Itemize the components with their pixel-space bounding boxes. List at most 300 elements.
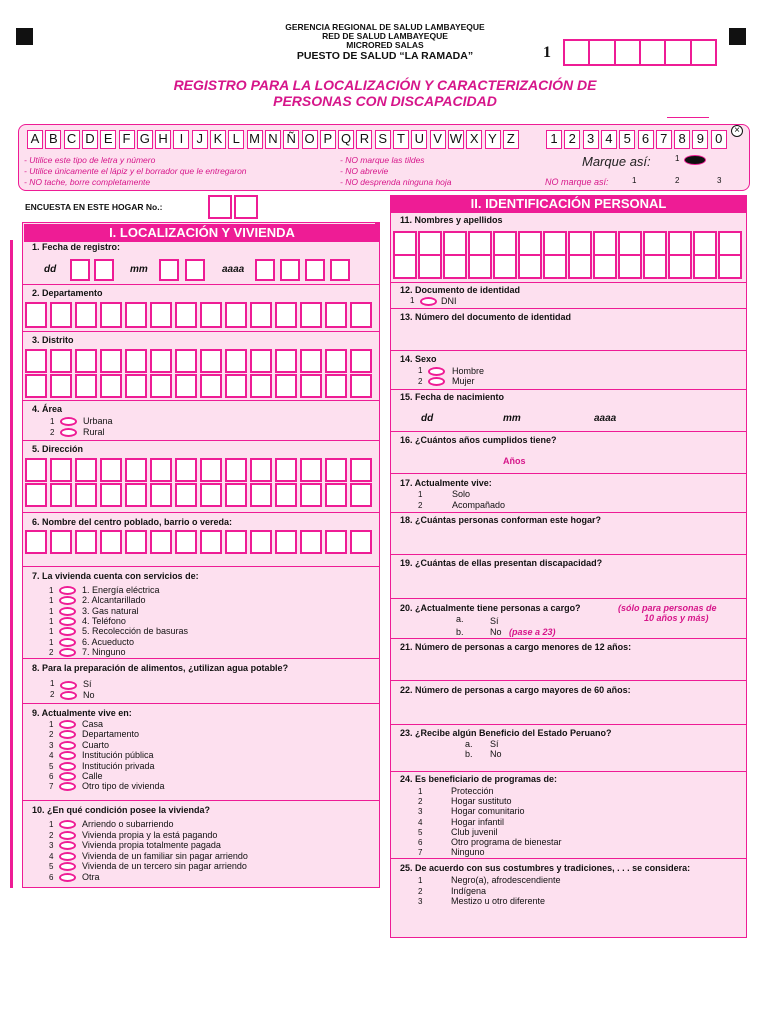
q9-num: 2 <box>49 730 54 740</box>
q14-num-1: 1 <box>418 366 423 375</box>
q5-letter-box[interactable] <box>350 483 372 507</box>
q1-year-4[interactable] <box>330 259 350 281</box>
q11-letter-box[interactable] <box>718 254 742 279</box>
q23-opt-1: Sí <box>490 739 499 749</box>
q17-num-2: 2 <box>418 501 423 510</box>
q9-option: Institución privada <box>82 760 155 771</box>
q5-letter-box[interactable] <box>25 483 47 507</box>
instruction-mid-2: - NO abrevie <box>340 166 389 176</box>
q7-oval[interactable] <box>59 607 76 616</box>
divider <box>22 800 380 801</box>
q9-oval[interactable] <box>59 762 76 771</box>
q10-num: 6 <box>49 873 54 882</box>
q6-letter-box[interactable] <box>25 530 47 554</box>
divider <box>390 724 747 725</box>
q10-option: Vivienda propia y la está pagando <box>82 829 218 840</box>
q2-letter-box[interactable] <box>350 302 372 328</box>
q24-option: Hogar infantil <box>451 816 505 827</box>
q7-oval[interactable] <box>59 638 76 647</box>
q10-oval[interactable] <box>59 873 76 882</box>
q11-letter-box[interactable] <box>618 231 642 256</box>
instruction-left-3: - NO tache, borre completamente <box>24 177 151 187</box>
q2-letter-box[interactable] <box>275 302 297 328</box>
alphabet-letter: F <box>119 130 135 149</box>
encuesta-label: ENCUESTA EN ESTE HOGAR No.: <box>25 202 163 212</box>
q5-letter-box[interactable] <box>300 483 322 507</box>
q1-aaaa: aaaa <box>222 264 245 275</box>
q17-num-1: 1 <box>418 490 423 499</box>
q8-oval-2[interactable] <box>60 691 77 700</box>
q10-option: Otra <box>82 872 100 882</box>
q14-label: 14. Sexo <box>400 354 437 364</box>
divider <box>22 703 380 704</box>
q23-label: 23. ¿Recibe algún Beneficio del Estado Peruano? <box>400 728 612 738</box>
q10-num: 3 <box>49 841 54 851</box>
left-margin-bar <box>10 240 13 888</box>
digit-sample-item: 9 <box>692 130 708 149</box>
q24-option: Otro programa de bienestar <box>451 837 562 847</box>
q6-letter-box[interactable] <box>200 530 222 554</box>
q11-letter-box[interactable] <box>693 231 717 256</box>
q19-label: 19. ¿Cuántas de ellas presentan discapacidad? <box>400 558 603 568</box>
q5-letter-box[interactable] <box>325 458 347 482</box>
q5-letter-box[interactable] <box>200 458 222 482</box>
q2-letter-box[interactable] <box>225 302 247 328</box>
q11-letter-box[interactable] <box>418 231 442 256</box>
q12-num: 1 <box>410 296 415 305</box>
q3-letter-box[interactable] <box>300 374 322 398</box>
q6-letter-box[interactable] <box>275 530 297 554</box>
q3-letter-box[interactable] <box>25 349 47 373</box>
q10-option: Arriendo o subarriendo <box>82 819 174 829</box>
q20-note-1: (sólo para personas de <box>618 603 717 613</box>
section-1-accent <box>375 222 380 242</box>
q5-letter-box[interactable] <box>275 483 297 507</box>
divider <box>22 400 380 401</box>
q7-num: 2 <box>49 647 54 657</box>
q4-num-1: 1 <box>50 417 55 426</box>
q5-letter-box[interactable] <box>100 483 122 507</box>
q5-letter-box[interactable] <box>25 458 47 482</box>
q3-letter-box[interactable] <box>75 374 97 398</box>
alphabet-letter: P <box>320 130 336 149</box>
q2-letter-box[interactable] <box>250 302 272 328</box>
q9-option: Casa <box>82 719 104 729</box>
q11-letter-box[interactable] <box>593 254 617 279</box>
q3-label: 3. Distrito <box>32 335 74 345</box>
form-title-line-1: REGISTRO PARA LA LOCALIZACIÓN Y CARACTERIZACIÓN DE <box>173 77 597 93</box>
q6-label: 6. Nombre del centro poblado, barrio o vereda: <box>32 517 233 527</box>
q9-option: Cuarto <box>82 739 110 750</box>
q7-oval[interactable] <box>59 648 76 657</box>
q9-num: 6 <box>49 772 54 781</box>
q5-letter-box[interactable] <box>150 458 172 482</box>
q17-opt-1: Solo <box>452 489 471 499</box>
q3-letter-box[interactable] <box>325 349 347 373</box>
q2-letter-box[interactable] <box>200 302 222 328</box>
q3-letter-box[interactable] <box>125 374 147 398</box>
q5-letter-box[interactable] <box>250 458 272 482</box>
q3-letter-box[interactable] <box>175 349 197 373</box>
q3-letter-box[interactable] <box>50 349 72 373</box>
alphabet-letter: U <box>411 130 427 149</box>
q5-letter-box[interactable] <box>125 483 147 507</box>
q3-letter-box[interactable] <box>150 374 172 398</box>
q14-oval-2[interactable] <box>428 377 445 386</box>
q7-option: 3. Gas natural <box>82 605 139 616</box>
q11-letter-box[interactable] <box>393 254 417 279</box>
q24-option: Club juvenil <box>451 826 498 837</box>
q11-label: 11. Nombres y apellidos <box>400 215 503 225</box>
q2-letter-box[interactable] <box>25 302 47 328</box>
q7-num: 1 <box>49 586 54 595</box>
q6-letter-box[interactable] <box>100 530 122 554</box>
q4-oval-1[interactable] <box>60 417 77 426</box>
q11-letter-box[interactable] <box>693 254 717 279</box>
q1-month-1[interactable] <box>159 259 179 281</box>
q6-letter-box[interactable] <box>125 530 147 554</box>
q11-letter-box[interactable] <box>668 254 692 279</box>
q24-option: Hogar comunitario <box>451 806 525 817</box>
org-line-2: RED DE SALUD LAMBAYEQUE <box>322 31 448 41</box>
q7-oval[interactable] <box>59 586 76 595</box>
divider <box>390 308 747 309</box>
q6-letter-box[interactable] <box>175 530 197 554</box>
q11-letter-box[interactable] <box>568 254 592 279</box>
q2-letter-box[interactable] <box>325 302 347 328</box>
alphabet-letter: H <box>155 130 171 149</box>
q5-letter-box[interactable] <box>350 458 372 482</box>
q4-oval-2[interactable] <box>60 428 77 437</box>
q11-letter-box[interactable] <box>643 254 667 279</box>
q11-letter-box[interactable] <box>418 254 442 279</box>
q7-option: 5. Recolección de basuras <box>82 626 189 637</box>
q8-oval-1[interactable] <box>60 681 77 690</box>
q20-b: b. <box>456 627 464 637</box>
crossed-circle-icon: × <box>731 125 743 137</box>
q5-label: 5. Dirección <box>32 444 84 454</box>
q7-label: 7. La vivienda cuenta con servicios de: <box>32 571 199 581</box>
q20-note-2: 10 años y más) <box>644 613 709 623</box>
q3-letter-box[interactable] <box>75 349 97 373</box>
q11-letter-box[interactable] <box>593 231 617 256</box>
alphabet-letter: S <box>375 130 391 149</box>
q3-letter-box[interactable] <box>300 349 322 373</box>
q11-letter-box[interactable] <box>518 231 542 256</box>
section-2-title: II. IDENTIFICACIÓN PERSONAL <box>390 195 747 213</box>
q5-letter-box[interactable] <box>50 483 72 507</box>
q10-oval[interactable] <box>59 831 76 840</box>
digit-sample-item: 1 <box>546 130 562 149</box>
q11-letter-box[interactable] <box>718 231 742 256</box>
q7-num: 1 <box>49 637 54 647</box>
q10-option: Vivienda propia totalmente pagada <box>82 840 221 851</box>
q3-letter-box[interactable] <box>100 374 122 398</box>
q9-oval[interactable] <box>59 720 76 729</box>
q2-letter-box[interactable] <box>150 302 172 328</box>
alphabet-letter: I <box>173 130 189 149</box>
q14-opt-2: Mujer <box>452 376 475 386</box>
q24-num: 2 <box>418 797 423 807</box>
form-number-boxes <box>563 39 717 66</box>
q3-letter-box[interactable] <box>275 349 297 373</box>
q11-letter-box[interactable] <box>518 254 542 279</box>
digit-sample-item: 8 <box>674 130 690 149</box>
q3-letter-box[interactable] <box>225 374 247 398</box>
q2-letter-box[interactable] <box>75 302 97 328</box>
q11-letter-box[interactable] <box>443 231 467 256</box>
q10-oval[interactable] <box>59 852 76 861</box>
divider <box>390 771 747 772</box>
q6-letter-box[interactable] <box>325 530 347 554</box>
q8-num-1: 1 <box>50 679 55 688</box>
q24-num: 3 <box>418 807 423 817</box>
q11-letter-box[interactable] <box>493 231 517 256</box>
q3-letter-box[interactable] <box>350 349 372 373</box>
q1-year-2[interactable] <box>280 259 300 281</box>
q2-letter-box[interactable] <box>175 302 197 328</box>
q5-letter-box[interactable] <box>250 483 272 507</box>
q9-oval[interactable] <box>59 772 76 781</box>
q14-oval-1[interactable] <box>428 367 445 376</box>
q5-letter-box[interactable] <box>75 458 97 482</box>
q3-letter-box[interactable] <box>325 374 347 398</box>
q9-num: 7 <box>49 782 54 792</box>
q20-opt-1: Sí <box>490 616 499 626</box>
encuesta-box-2[interactable] <box>234 195 258 219</box>
divider <box>390 638 747 639</box>
q20-a: a. <box>456 614 464 624</box>
q5-letter-box[interactable] <box>125 458 147 482</box>
q11-letter-box[interactable] <box>543 254 567 279</box>
q5-letter-box[interactable] <box>300 458 322 482</box>
q15-label: 15. Fecha de nacimiento <box>400 392 505 402</box>
q9-num: 4 <box>49 751 54 761</box>
q6-letter-box[interactable] <box>75 530 97 554</box>
alphabet-letter: R <box>356 130 372 149</box>
q1-day-1[interactable] <box>70 259 90 281</box>
q9-oval[interactable] <box>59 741 76 750</box>
q24-num: 6 <box>418 838 423 847</box>
q2-letter-box[interactable] <box>125 302 147 328</box>
q10-option: Vivienda de un familiar sin pagar arriendo <box>82 850 248 861</box>
alphabet-letter: Q <box>338 130 354 149</box>
q1-year-3[interactable] <box>305 259 325 281</box>
q9-label: 9. Actualmente vive en: <box>32 708 132 718</box>
q2-letter-box[interactable] <box>50 302 72 328</box>
q11-letter-box[interactable] <box>493 254 517 279</box>
q12-label: 12. Documento de identidad <box>400 285 521 295</box>
digit-sample-item: 4 <box>601 130 617 149</box>
q5-letter-box[interactable] <box>225 483 247 507</box>
q7-option: 6. Acueducto <box>82 636 135 647</box>
q8-label: 8. Para la preparación de alimentos, ¿utilizan agua potable? <box>32 663 289 673</box>
q10-label: 10. ¿En qué condición posee la vivienda? <box>32 805 211 815</box>
registration-mark-right <box>729 28 746 45</box>
q11-letter-box[interactable] <box>643 231 667 256</box>
q11-letter-box[interactable] <box>568 231 592 256</box>
alphabet-letter: N <box>265 130 281 149</box>
instruction-mid-3: - NO desprenda ninguna hoja <box>340 177 452 187</box>
q4-label: 4. Área <box>32 404 63 414</box>
q10-oval[interactable] <box>59 820 76 829</box>
q5-letter-box[interactable] <box>175 458 197 482</box>
q7-num: 1 <box>49 616 54 626</box>
registration-mark-left <box>16 28 33 45</box>
q25-num: 2 <box>418 886 423 896</box>
form-title-line-2: PERSONAS CON DISCAPACIDAD <box>273 93 497 109</box>
q5-letter-box[interactable] <box>100 458 122 482</box>
q3-letter-box[interactable] <box>50 374 72 398</box>
q2-letter-box[interactable] <box>300 302 322 328</box>
q11-letter-box[interactable] <box>393 231 417 256</box>
q15-aaaa: aaaa <box>594 413 617 424</box>
q6-letter-box[interactable] <box>50 530 72 554</box>
q3-letter-box[interactable] <box>350 374 372 398</box>
q3-letter-box[interactable] <box>100 349 122 373</box>
q5-letter-box[interactable] <box>325 483 347 507</box>
q11-letter-box[interactable] <box>468 254 492 279</box>
encuesta-box-1[interactable] <box>208 195 232 219</box>
q6-letter-box[interactable] <box>300 530 322 554</box>
instruction-left-2: - Utilice únicamente el lápiz y el borrador que le entregaron <box>24 166 247 176</box>
q7-num: 1 <box>49 627 54 637</box>
divider <box>390 858 747 859</box>
q24-option: Hogar sustituto <box>451 796 512 807</box>
q23-a: a. <box>465 739 473 749</box>
q6-letter-box[interactable] <box>150 530 172 554</box>
q5-letter-box[interactable] <box>50 458 72 482</box>
digit-sample-item: 0 <box>711 130 727 149</box>
q3-letter-box[interactable] <box>200 374 222 398</box>
org-line-1: GERENCIA REGIONAL DE SALUD LAMBAYEQUE <box>285 22 485 32</box>
q5-letter-box[interactable] <box>275 458 297 482</box>
alphabet-letter: Z <box>503 130 519 149</box>
q14-opt-1: Hombre <box>452 366 485 376</box>
q24-num: 4 <box>418 817 423 827</box>
q10-option: Vivienda de un tercero sin pagar arriendo <box>82 861 247 872</box>
q20-pase: (pase a 23) <box>509 627 556 637</box>
q5-letter-box[interactable] <box>225 458 247 482</box>
digit-sample-item: 3 <box>583 130 599 149</box>
marque-asi-label: Marque así: <box>582 154 651 169</box>
alphabet-letter: G <box>137 130 153 149</box>
q9-option: Otro tipo de vivienda <box>82 781 165 792</box>
q12-oval[interactable] <box>420 297 437 306</box>
q3-letter-box[interactable] <box>250 374 272 398</box>
q10-num: 2 <box>49 830 54 840</box>
alphabet-letter: W <box>448 130 464 149</box>
q7-option: 1. Energía eléctrica <box>82 585 160 595</box>
q5-letter-box[interactable] <box>150 483 172 507</box>
instruction-mid-1: - NO marque las tildes <box>340 155 425 165</box>
divider <box>390 554 747 555</box>
q7-option: 4. Teléfono <box>82 615 126 626</box>
q11-letter-box[interactable] <box>668 231 692 256</box>
q3-letter-box[interactable] <box>275 374 297 398</box>
q3-letter-box[interactable] <box>200 349 222 373</box>
q3-letter-box[interactable] <box>225 349 247 373</box>
q24-num: 1 <box>418 787 423 796</box>
q6-letter-box[interactable] <box>250 530 272 554</box>
q5-letter-box[interactable] <box>175 483 197 507</box>
q24-option: Protección <box>451 786 494 796</box>
q11-letter-box[interactable] <box>443 254 467 279</box>
q8-opt-2: No <box>83 690 95 700</box>
q16-label: 16. ¿Cuántos años cumplidos tiene? <box>400 435 557 445</box>
alphabet-letter: L <box>228 130 244 149</box>
q9-option: Departamento <box>82 729 140 740</box>
alphabet-letter: O <box>302 130 318 149</box>
q11-letter-box[interactable] <box>468 231 492 256</box>
digit-sample-item: 5 <box>619 130 635 149</box>
alphabet-letter: J <box>192 130 208 149</box>
q24-num: 7 <box>418 848 423 858</box>
bad-mark-1: 1 <box>632 176 637 185</box>
q20-label: 20. ¿Actualmente tiene personas a cargo? <box>400 603 581 613</box>
q17-opt-2: Acompañado <box>452 500 506 510</box>
bad-mark-3: 3 <box>717 176 722 185</box>
q3-letter-box[interactable] <box>175 374 197 398</box>
q6-letter-box[interactable] <box>350 530 372 554</box>
q6-letter-box[interactable] <box>225 530 247 554</box>
q7-option: 2. Alcantarillado <box>82 595 146 606</box>
q10-num: 1 <box>49 820 54 829</box>
no-marque-label: NO marque así: <box>545 177 609 187</box>
org-line-3: MICRORED SALAS <box>346 40 424 50</box>
alphabet-letter: M <box>247 130 263 149</box>
divider <box>22 440 380 441</box>
q1-month-2[interactable] <box>185 259 205 281</box>
q3-letter-box[interactable] <box>250 349 272 373</box>
q25-option: Mestizo u otro diferente <box>451 896 546 906</box>
q5-letter-box[interactable] <box>200 483 222 507</box>
q8-opt-1: Sí <box>83 679 92 689</box>
q11-letter-box[interactable] <box>543 231 567 256</box>
q17-label: 17. Actualmente vive: <box>400 478 492 488</box>
q1-day-2[interactable] <box>94 259 114 281</box>
divider <box>390 473 747 474</box>
q22-label: 22. Número de personas a cargo mayores de 60 años: <box>400 685 631 695</box>
q1-label: 1. Fecha de registro: <box>32 242 121 252</box>
q3-letter-box[interactable] <box>150 349 172 373</box>
q3-letter-box[interactable] <box>125 349 147 373</box>
alphabet-letter: C <box>64 130 80 149</box>
form-number: 1 <box>543 44 551 61</box>
q14-num-2: 2 <box>418 377 423 386</box>
q24-num: 5 <box>418 827 423 837</box>
alphabet-letter: A <box>27 130 43 149</box>
alphabet-letter: B <box>45 130 61 149</box>
q2-letter-box[interactable] <box>100 302 122 328</box>
q7-oval[interactable] <box>59 617 76 626</box>
title-underline <box>667 117 709 118</box>
divider <box>390 389 747 390</box>
q5-letter-box[interactable] <box>75 483 97 507</box>
q11-letter-box[interactable] <box>618 254 642 279</box>
divider <box>390 598 747 599</box>
q4-num-2: 2 <box>50 428 55 437</box>
q1-year-1[interactable] <box>255 259 275 281</box>
section-1-title: I. LOCALIZACIÓN Y VIVIENDA <box>24 224 380 242</box>
q3-letter-box[interactable] <box>25 374 47 398</box>
q1-dd: dd <box>44 264 57 275</box>
alphabet-letter: V <box>430 130 446 149</box>
q2-label: 2. Departamento <box>32 288 103 298</box>
q1-mm: mm <box>130 264 148 275</box>
q7-option: 7. Ninguno <box>82 646 126 657</box>
divider <box>22 331 380 332</box>
